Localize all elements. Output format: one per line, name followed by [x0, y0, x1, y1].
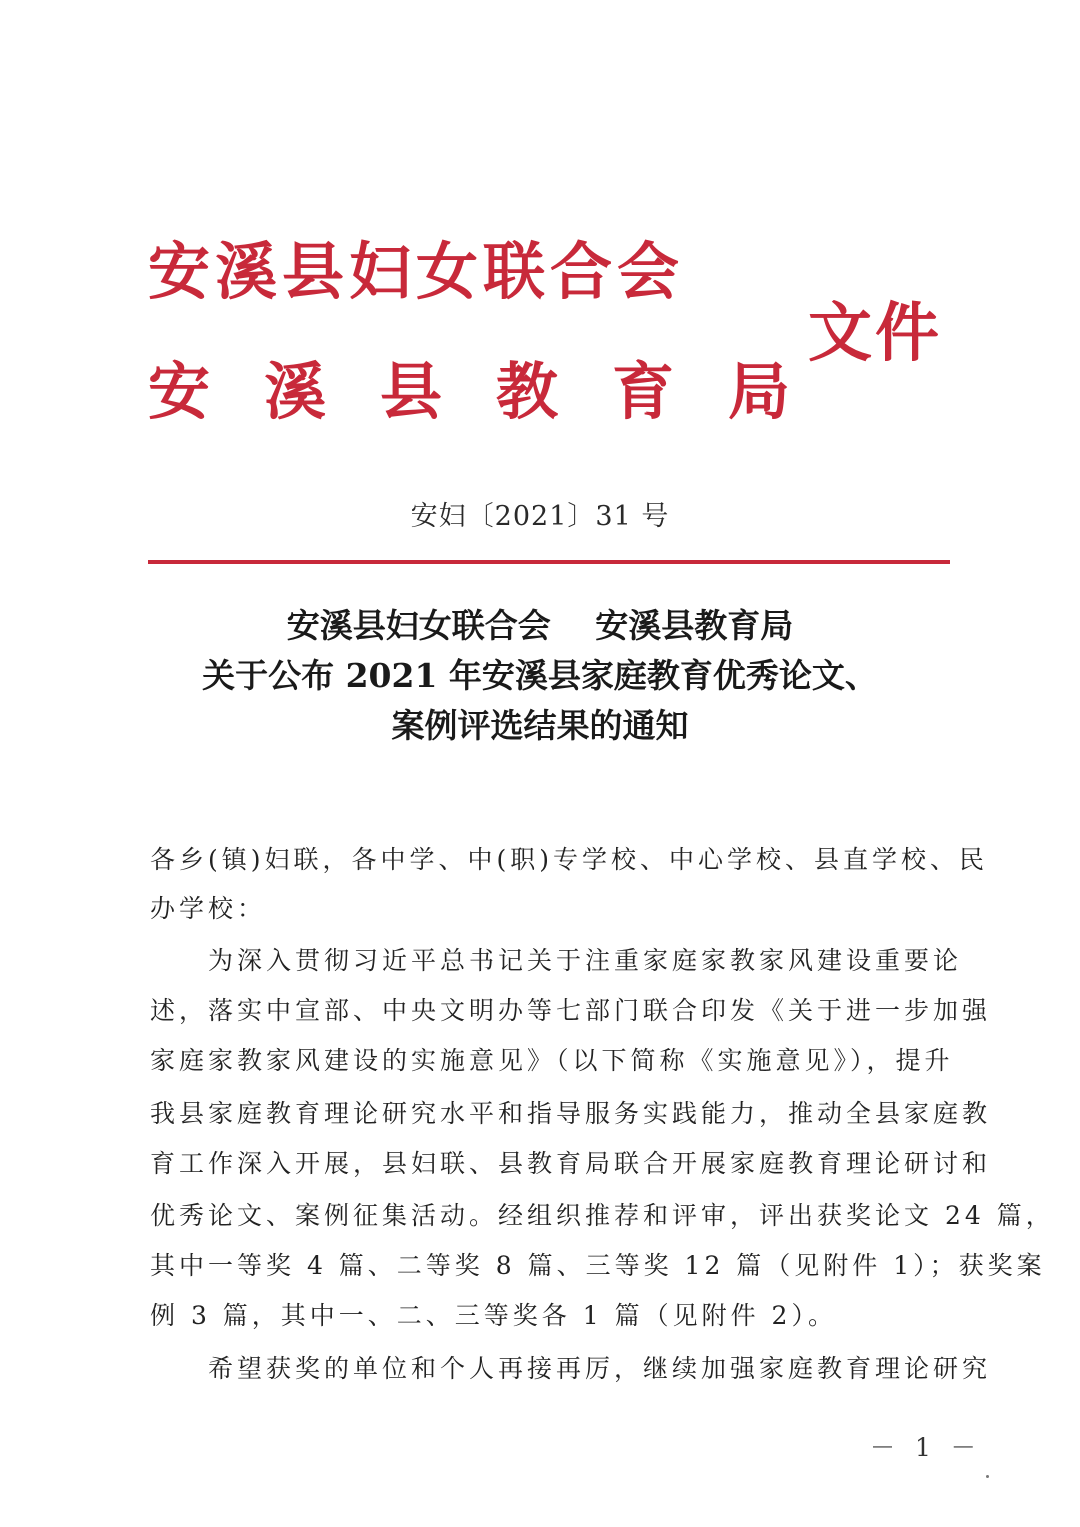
- body-line: 为深入贯彻习近平总书记关于注重家庭家教家风建设重要论: [150, 946, 963, 975]
- notice-title-line-1: 安溪县妇女联合会 安溪县教育局: [286, 606, 794, 645]
- body-line: 育工作深入开展，县妇联、县教育局联合开展家庭教育理论研讨和: [150, 1149, 992, 1178]
- issuing-org-womens-federation: 安溪县妇女联合会: [148, 235, 685, 308]
- red-divider-line: [148, 560, 950, 564]
- body-line: 各乡(镇)妇联，各中学、中(职)专学校、中心学校、县直学校、民: [150, 845, 989, 874]
- body-line: 其中一等奖 4 篇、二等奖 8 篇、三等奖 12 篇（见附件 1）；获奖案: [150, 1251, 1046, 1280]
- scan-speck: [986, 1475, 989, 1478]
- body-line: 家庭家教家风建设的实施意见》（以下简称《实施意见》），提升: [150, 1046, 954, 1075]
- body-line: 我县家庭教育理论研究水平和指导服务实践能力，推动全县家庭教: [150, 1099, 992, 1128]
- body-line: 述，落实中宣部、中央文明办等七部门联合印发《关于进一步加强: [150, 996, 992, 1025]
- body-line: 希望获奖的单位和个人再接再厉，继续加强家庭教育理论研究: [150, 1354, 992, 1383]
- page-number: － 1 －: [870, 1433, 982, 1462]
- body-line: 办学校：: [150, 894, 267, 923]
- document-header: [0, 0, 1080, 470]
- notice-title-line-3: 案例评选结果的通知: [391, 706, 689, 745]
- body-line: 优秀论文、案例征集活动。经组织推荐和评审，评出获奖论文 24 篇，: [150, 1201, 1055, 1230]
- issuing-org-education-bureau: 安溪县教育局: [148, 355, 845, 428]
- document-type-label: 文件: [808, 296, 942, 371]
- notice-title-line-2: 关于公布 2021 年安溪县家庭教育优秀论文、: [202, 656, 878, 695]
- body-line: 例 3 篇，其中一、二、三等奖各 1 篇（见附件 2）。: [150, 1301, 837, 1330]
- document-number: 安妇〔2021〕31 号: [410, 501, 670, 532]
